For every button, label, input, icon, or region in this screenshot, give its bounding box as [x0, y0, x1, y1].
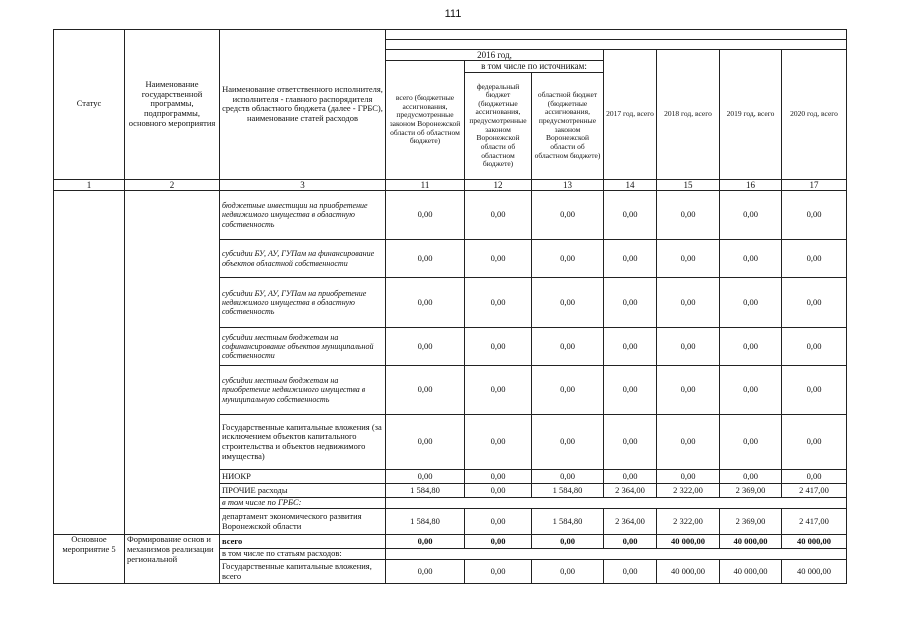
value-cell: 2 322,00 — [657, 484, 720, 498]
row-label: Государственные капитальные вложения, всего — [220, 560, 386, 584]
value-cell: 0,00 — [604, 470, 657, 484]
value-cell: 0,00 — [657, 191, 720, 240]
value-cell: 2 322,00 — [657, 509, 720, 535]
index-cell: 17 — [782, 179, 847, 190]
value-cell: 0,00 — [720, 415, 782, 470]
row-label: субсидии БУ, АУ, ГУПам на финансирование объектов областной собственности — [220, 240, 386, 278]
value-cell: 40 000,00 — [657, 560, 720, 584]
section-status: Основное мероприятие 5 — [54, 535, 125, 584]
value-cell: 2 364,00 — [604, 509, 657, 535]
value-cell: 2 417,00 — [782, 484, 847, 498]
value-cell: 0,00 — [782, 415, 847, 470]
row-label: субсидии местным бюджетам на приобретение недвижимого имущества в муниципальную собственность — [220, 366, 386, 415]
value-cell: 40 000,00 — [782, 535, 847, 549]
program-cell-empty — [125, 191, 220, 535]
value-cell: 0,00 — [532, 560, 604, 584]
value-cell: 0,00 — [604, 366, 657, 415]
value-cell: 0,00 — [782, 278, 847, 328]
header-blank-top — [386, 30, 847, 40]
value-cell: 40 000,00 — [657, 535, 720, 549]
budget-table — [53, 29, 847, 584]
header-regional: областной бюджет (бюджетные ассигнования, предусмотренные законом Воронежской области об областном бюджете) — [532, 72, 604, 179]
value-cell: 2 364,00 — [604, 484, 657, 498]
value-cell: 0,00 — [465, 191, 532, 240]
table-row — [54, 191, 847, 240]
value-cell: 0,00 — [532, 470, 604, 484]
value-cell: 0,00 — [604, 535, 657, 549]
value-cell: 0,00 — [720, 191, 782, 240]
value-cell: 0,00 — [465, 509, 532, 535]
index-cell: 16 — [720, 179, 782, 190]
value-cell: 0,00 — [532, 240, 604, 278]
value-cell: 0,00 — [465, 415, 532, 470]
value-cell: 0,00 — [657, 328, 720, 366]
row-label: Государственные капитальные вложения (за исключением объектов капитального строительства и объектов недвижимого имущества) — [220, 415, 386, 470]
value-cell: 0,00 — [720, 470, 782, 484]
value-cell: 0,00 — [657, 470, 720, 484]
value-cell: 0,00 — [532, 278, 604, 328]
value-cell: 0,00 — [720, 366, 782, 415]
value-cell: 0,00 — [604, 560, 657, 584]
value-cell: 0,00 — [465, 484, 532, 498]
value-cell: 0,00 — [386, 366, 465, 415]
header-2018: 2018 год, всего — [657, 50, 720, 180]
value-cell: 0,00 — [386, 415, 465, 470]
status-cell-empty — [54, 191, 125, 535]
value-cell: 0,00 — [782, 191, 847, 240]
header-2020: 2020 год, всего — [782, 50, 847, 180]
value-cell: 0,00 — [532, 535, 604, 549]
value-cell: 40 000,00 — [782, 560, 847, 584]
table-row — [54, 535, 847, 549]
value-cell: 40 000,00 — [720, 560, 782, 584]
value-cell: 0,00 — [465, 328, 532, 366]
row-label: ПРОЧИЕ расходы — [220, 484, 386, 498]
header-executor: Наименование ответственного исполнителя, исполнителя - главного распорядителя средств областного бюджета (далее - ГРБС), наименование статей расходов — [220, 30, 386, 180]
value-cell: 0,00 — [657, 278, 720, 328]
value-cell: 0,00 — [720, 328, 782, 366]
empty-values — [386, 498, 847, 509]
index-cell: 13 — [532, 179, 604, 190]
header-incl-sources: в том числе по источникам: — [465, 61, 604, 72]
value-cell: 1 584,80 — [386, 484, 465, 498]
row-label: субсидии БУ, АУ, ГУПам на приобретение недвижимого имущества в областную собственность — [220, 278, 386, 328]
value-cell: 2 369,00 — [720, 484, 782, 498]
value-cell: 1 584,80 — [532, 484, 604, 498]
value-cell: 0,00 — [604, 415, 657, 470]
row-label: в том числе по статьям расходов: — [220, 549, 386, 560]
index-cell: 15 — [657, 179, 720, 190]
value-cell: 0,00 — [604, 191, 657, 240]
value-cell: 0,00 — [720, 278, 782, 328]
value-cell: 0,00 — [782, 366, 847, 415]
index-cell: 2 — [125, 179, 220, 190]
value-cell: 0,00 — [532, 366, 604, 415]
row-label: всего — [220, 535, 386, 549]
header-2017: 2017 год, всего — [604, 50, 657, 180]
header-total-2016: всего (бюджетные ассигнования, предусмотренные законом Воронежской области об областном бюджете) — [386, 61, 465, 179]
value-cell: 0,00 — [604, 278, 657, 328]
value-cell: 0,00 — [386, 278, 465, 328]
row-label: бюджетные инвестиции на приобретение недвижимого имущества в областную собственность — [220, 191, 386, 240]
value-cell: 0,00 — [657, 240, 720, 278]
value-cell: 40 000,00 — [720, 535, 782, 549]
value-cell: 2 417,00 — [782, 509, 847, 535]
value-cell: 0,00 — [604, 240, 657, 278]
value-cell: 0,00 — [657, 415, 720, 470]
value-cell: 0,00 — [465, 366, 532, 415]
value-cell: 0,00 — [782, 470, 847, 484]
value-cell: 0,00 — [720, 240, 782, 278]
value-cell: 0,00 — [532, 415, 604, 470]
value-cell: 0,00 — [386, 240, 465, 278]
value-cell: 1 584,80 — [386, 509, 465, 535]
index-cell: 3 — [220, 179, 386, 190]
page-number: 111 — [444, 8, 462, 20]
row-label: НИОКР — [220, 470, 386, 484]
value-cell: 0,00 — [465, 470, 532, 484]
value-cell: 0,00 — [532, 191, 604, 240]
index-cell: 11 — [386, 179, 465, 190]
value-cell: 0,00 — [465, 535, 532, 549]
value-cell: 0,00 — [386, 560, 465, 584]
value-cell: 0,00 — [657, 366, 720, 415]
header-federal: федеральный бюджет (бюджетные ассигнования, предусмотренные законом Воронежской области об областном бюджете) — [465, 72, 532, 179]
value-cell: 0,00 — [782, 240, 847, 278]
value-cell: 0,00 — [386, 191, 465, 240]
value-cell: 0,00 — [532, 328, 604, 366]
index-cell: 12 — [465, 179, 532, 190]
value-cell: 0,00 — [465, 278, 532, 328]
value-cell: 0,00 — [465, 560, 532, 584]
row-label: департамент экономического развития Воронежской области — [220, 509, 386, 535]
value-cell: 0,00 — [465, 240, 532, 278]
value-cell: 0,00 — [386, 470, 465, 484]
value-cell: 2 369,00 — [720, 509, 782, 535]
value-cell: 0,00 — [604, 328, 657, 366]
empty-values — [386, 549, 847, 560]
index-cell: 14 — [604, 179, 657, 190]
row-label: субсидии местным бюджетам на софинансирование объектов муниципальной собственности — [220, 328, 386, 366]
value-cell: 0,00 — [782, 328, 847, 366]
header-blank-second — [386, 40, 847, 50]
column-index-row — [54, 179, 847, 190]
index-cell: 1 — [54, 179, 125, 190]
section-name: Формирование основ и механизмов реализации региональной — [125, 535, 220, 584]
value-cell: 1 584,80 — [532, 509, 604, 535]
header-status: Статус — [54, 30, 125, 180]
value-cell: 0,00 — [386, 328, 465, 366]
row-label: в том числе по ГРБС: — [220, 498, 386, 509]
header-2019: 2019 год, всего — [720, 50, 782, 180]
header-year-2016: 2016 год, — [386, 50, 604, 61]
header-program: Наименование государственной программы, подпрограммы, основного мероприятия — [125, 30, 220, 180]
value-cell: 0,00 — [386, 535, 465, 549]
